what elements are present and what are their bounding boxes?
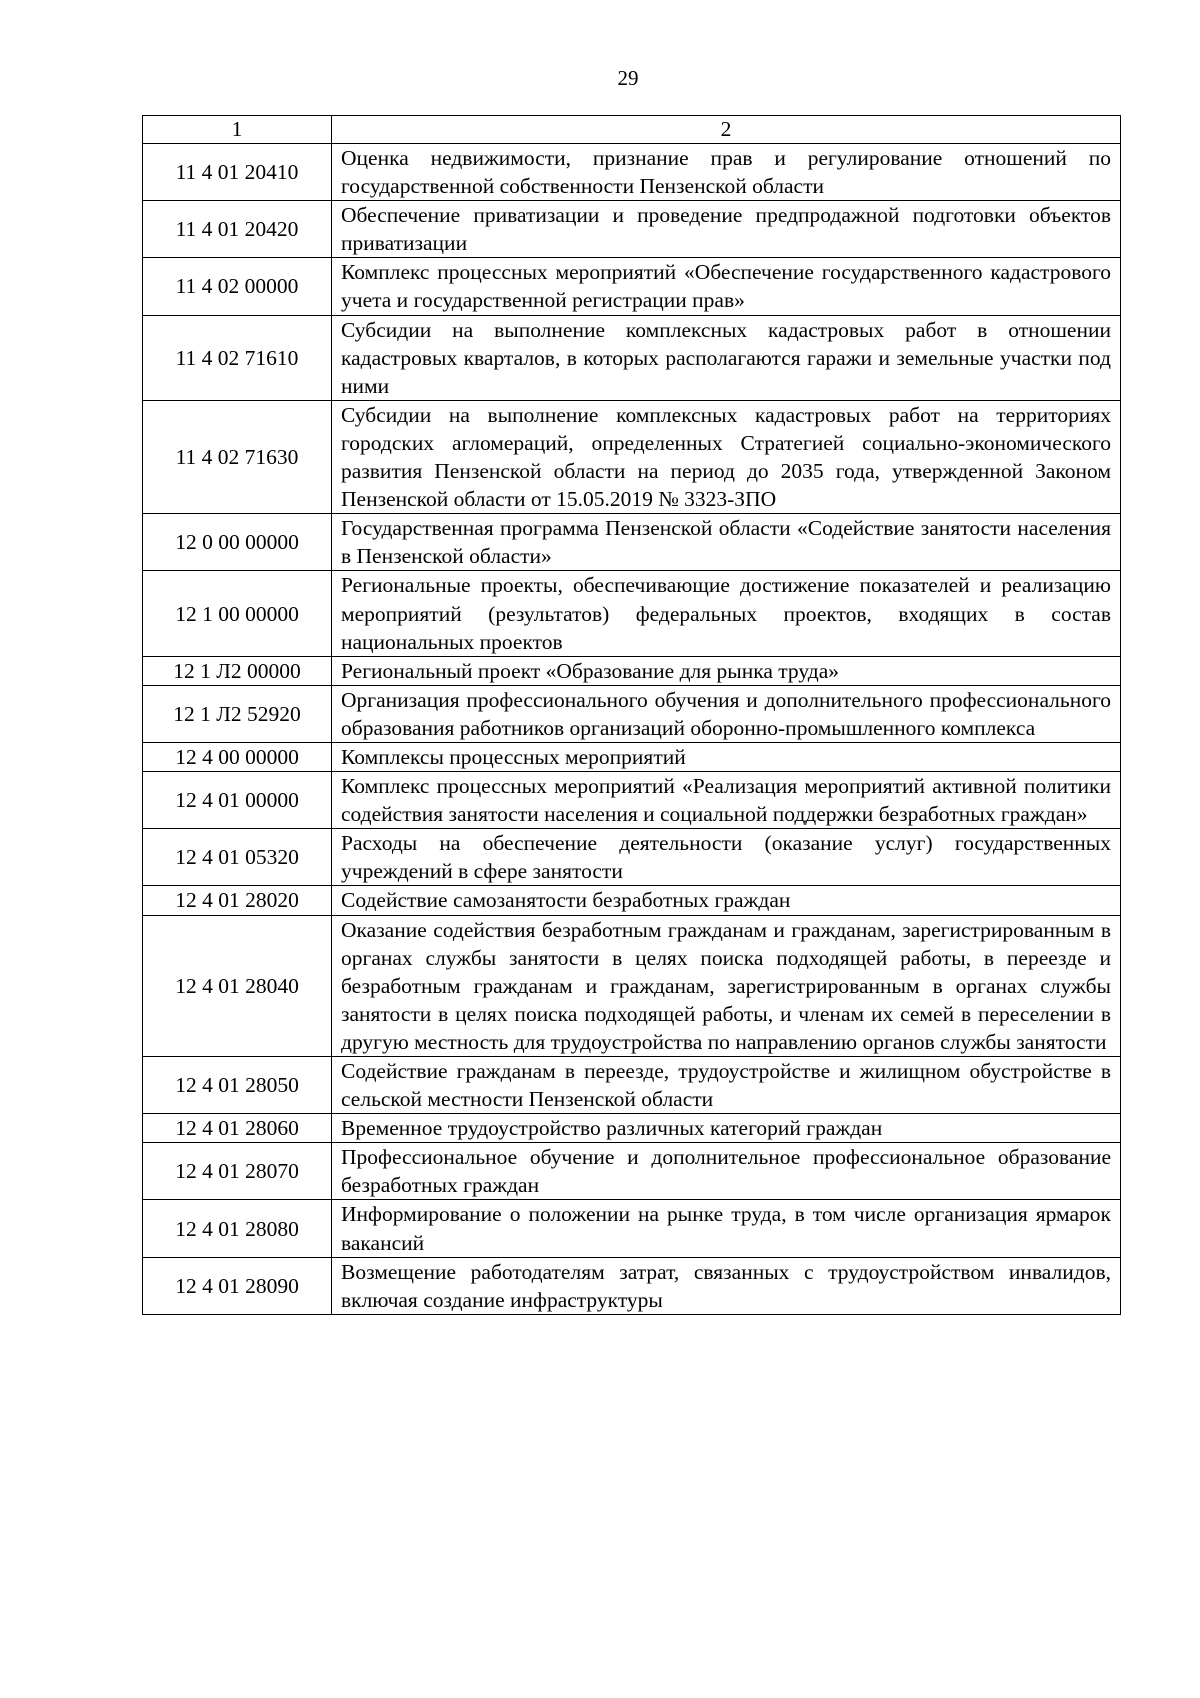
row-code: 12 4 01 28060: [143, 1114, 332, 1143]
table-row: [143, 1057, 1121, 1114]
table-row: [143, 258, 1121, 315]
table-row: [143, 685, 1121, 742]
row-description: Оценка недвижимости, признание прав и регулирование отношений по государственной собственности Пензенской области: [332, 144, 1121, 201]
row-code: 12 4 01 05320: [143, 829, 332, 886]
column-header-description: 2: [332, 116, 1121, 144]
row-description: Возмещение работодателям затрат, связанных с трудоустройством инвалидов, включая создание инфраструктуры: [332, 1257, 1121, 1314]
row-description: Временное трудоустройство различных категорий граждан: [332, 1114, 1121, 1143]
row-code: 12 1 Л2 00000: [143, 656, 332, 685]
page-number: 29: [617, 66, 639, 90]
table-row: [143, 201, 1121, 258]
table-row: [143, 571, 1121, 656]
table-row: [143, 886, 1121, 915]
row-description: Содействие гражданам в переезде, трудоустройстве и жилищном обустройстве в сельской местности Пензенской области: [332, 1057, 1121, 1114]
table-row: [143, 772, 1121, 829]
row-code: 12 1 Л2 52920: [143, 685, 332, 742]
table-row: [143, 656, 1121, 685]
row-description: Обеспечение приватизации и проведение предпродажной подготовки объектов приватизации: [332, 201, 1121, 258]
row-description: Субсидии на выполнение комплексных кадастровых работ на территориях городских агломераций, определенных Стратегией социально-экономического развития Пензенской области на период до 2035 года, утвержденной Законом Пензенской области от 15.05.2019 № 3323-ЗПО: [332, 400, 1121, 513]
row-description: Профессиональное обучение и дополнительное профессиональное образование безработных граждан: [332, 1143, 1121, 1200]
row-code: 12 4 01 28070: [143, 1143, 332, 1200]
table-header-row: [143, 116, 1121, 144]
row-description: Государственная программа Пензенской области «Содействие занятости населения в Пензенской области»: [332, 514, 1121, 571]
row-description: Информирование о положении на рынке труда, в том числе организация ярмарок вакансий: [332, 1200, 1121, 1257]
row-code: 12 4 01 28080: [143, 1200, 332, 1257]
row-description: Содействие самозанятости безработных граждан: [332, 886, 1121, 915]
column-header-code: 1: [143, 116, 332, 144]
row-description: Организация профессионального обучения и дополнительного профессионального образования работников организаций оборонно-промышленного комплекса: [332, 685, 1121, 742]
row-description: Комплекс процессных мероприятий «Обеспечение государственного кадастрового учета и государственной регистрации прав»: [332, 258, 1121, 315]
table-row: [143, 1257, 1121, 1314]
table-row: [143, 742, 1121, 771]
row-code: 11 4 02 71610: [143, 315, 332, 400]
row-code: 12 1 00 00000: [143, 571, 332, 656]
table-row: [143, 1114, 1121, 1143]
row-code: 11 4 01 20410: [143, 144, 332, 201]
row-description: Расходы на обеспечение деятельности (оказание услуг) государственных учреждений в сфере занятости: [332, 829, 1121, 886]
classification-table: [142, 115, 1121, 1315]
table-row: [143, 915, 1121, 1056]
table-row: [143, 514, 1121, 571]
table-row: [143, 829, 1121, 886]
row-code: 12 4 01 28040: [143, 915, 332, 1056]
table-row: [143, 1143, 1121, 1200]
table-row: [143, 1200, 1121, 1257]
row-code: 12 4 01 28090: [143, 1257, 332, 1314]
row-code: 11 4 02 71630: [143, 400, 332, 513]
row-description: Комплекс процессных мероприятий «Реализация мероприятий активной политики содействия занятости населения и социальной поддержки безработных граждан»: [332, 772, 1121, 829]
table-row: [143, 400, 1121, 513]
row-description: Комплексы процессных мероприятий: [332, 742, 1121, 771]
table-row: [143, 144, 1121, 201]
row-description: Субсидии на выполнение комплексных кадастровых работ в отношении кадастровых кварталов, в которых располагаются гаражи и земельные участки под ними: [332, 315, 1121, 400]
row-code: 12 4 01 28050: [143, 1057, 332, 1114]
row-code: 12 0 00 00000: [143, 514, 332, 571]
row-code: 12 4 00 00000: [143, 742, 332, 771]
row-description: Региональный проект «Образование для рынка труда»: [332, 656, 1121, 685]
row-description: Региональные проекты, обеспечивающие достижение показателей и реализацию мероприятий (результатов) федеральных проектов, входящих в состав национальных проектов: [332, 571, 1121, 656]
row-code: 11 4 01 20420: [143, 201, 332, 258]
row-code: 11 4 02 00000: [143, 258, 332, 315]
row-code: 12 4 01 00000: [143, 772, 332, 829]
table-row: [143, 315, 1121, 400]
row-description: Оказание содействия безработным гражданам и гражданам, зарегистрированным в органах службы занятости в целях поиска подходящей работы, в переезде и безработным гражданам и гражданам, зарегистрированным в органах службы занятости в целях поиска подходящей работы, и членам их семей в переселении в другую местность для трудоустройства по направлению органов службы занятости: [332, 915, 1121, 1056]
row-code: 12 4 01 28020: [143, 886, 332, 915]
